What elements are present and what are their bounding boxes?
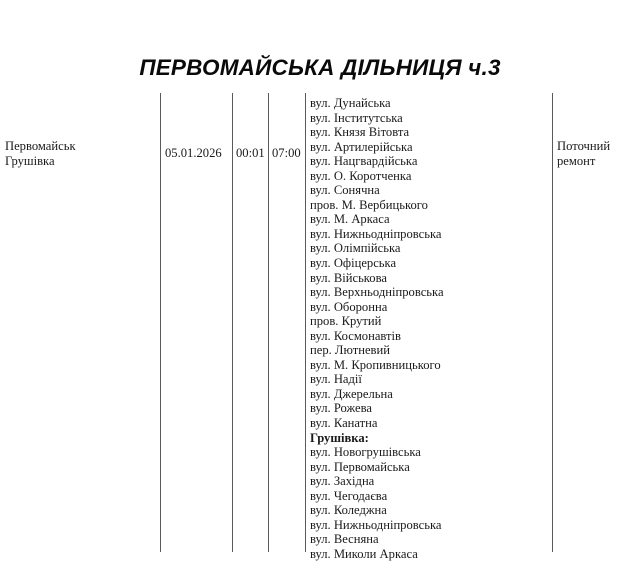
street-item: вул. Артилерійська [310, 139, 413, 154]
locality-cell [5, 139, 155, 168]
street-item: вул. Офіцерська [310, 256, 397, 271]
street-item: вул. Космонавтів [310, 328, 401, 343]
street-item: вул. Нижньодніпровська [310, 226, 442, 241]
street-item: вул. Канатна [310, 416, 378, 431]
street-item: вул. Західна [310, 474, 375, 489]
street-item: вул. Рожева [310, 401, 373, 416]
work-type-cell [557, 139, 637, 168]
street-item: вул. Олімпійська [310, 241, 401, 256]
street-item: вул. М. Кропивницького [310, 357, 441, 372]
page-title: ПЕРВОМАЙСЬКА ДІЛЬНИЦЯ ч.3 [139, 55, 501, 80]
column-divider-3 [268, 93, 269, 552]
street-item: вул. Інститутська [310, 110, 403, 125]
locality-line-1: Первомайськ [5, 139, 76, 153]
outage-time-to: 07:00 [272, 146, 301, 160]
street-item: вул. Нацгвардійська [310, 154, 418, 169]
outage-date: 05.01.2026 [165, 146, 222, 160]
outage-schedule-table [0, 93, 640, 561]
work-type-line-2: ремонт [557, 153, 596, 168]
street-item: вул. Нижньодніпровська [310, 517, 442, 532]
street-item: вул. Князя Вітовта [310, 125, 410, 140]
street-item: пров. М. Вербицького [310, 197, 428, 212]
street-item: пер. Лютневий [310, 343, 390, 358]
street-item: вул. Військова [310, 270, 387, 285]
street-item: вул. Верхньодніпровська [310, 285, 444, 300]
outage-time-from: 00:01 [236, 146, 265, 160]
column-divider-2 [232, 93, 233, 552]
street-item: вул. О. Коротченка [310, 168, 412, 183]
street-item: вул. Джерельна [310, 386, 393, 401]
streets-cell [310, 96, 550, 562]
street-item: вул. Оборонна [310, 299, 388, 314]
street-item: вул. Первомайська [310, 459, 410, 474]
locality-line-2: Грушівка [5, 153, 55, 168]
column-divider-5 [552, 93, 553, 552]
street-item: пров. Крутий [310, 314, 382, 329]
street-item: вул. Весняна [310, 532, 379, 547]
street-item: вул. Миколи Аркаса [310, 546, 418, 561]
work-type-line-1: Поточний [557, 139, 611, 153]
street-group-heading: Грушівка: [310, 430, 369, 445]
street-item: вул. Чегодаєва [310, 488, 388, 503]
street-item: вул. Новогрушівська [310, 445, 421, 460]
column-divider-1 [160, 93, 161, 552]
column-divider-4 [305, 93, 306, 552]
street-item: вул. Коледжна [310, 503, 387, 518]
street-item: вул. Надії [310, 372, 362, 387]
street-item: вул. Дунайська [310, 96, 391, 110]
street-item: вул. Сонячна [310, 183, 380, 198]
street-item: вул. М. Аркаса [310, 212, 390, 227]
